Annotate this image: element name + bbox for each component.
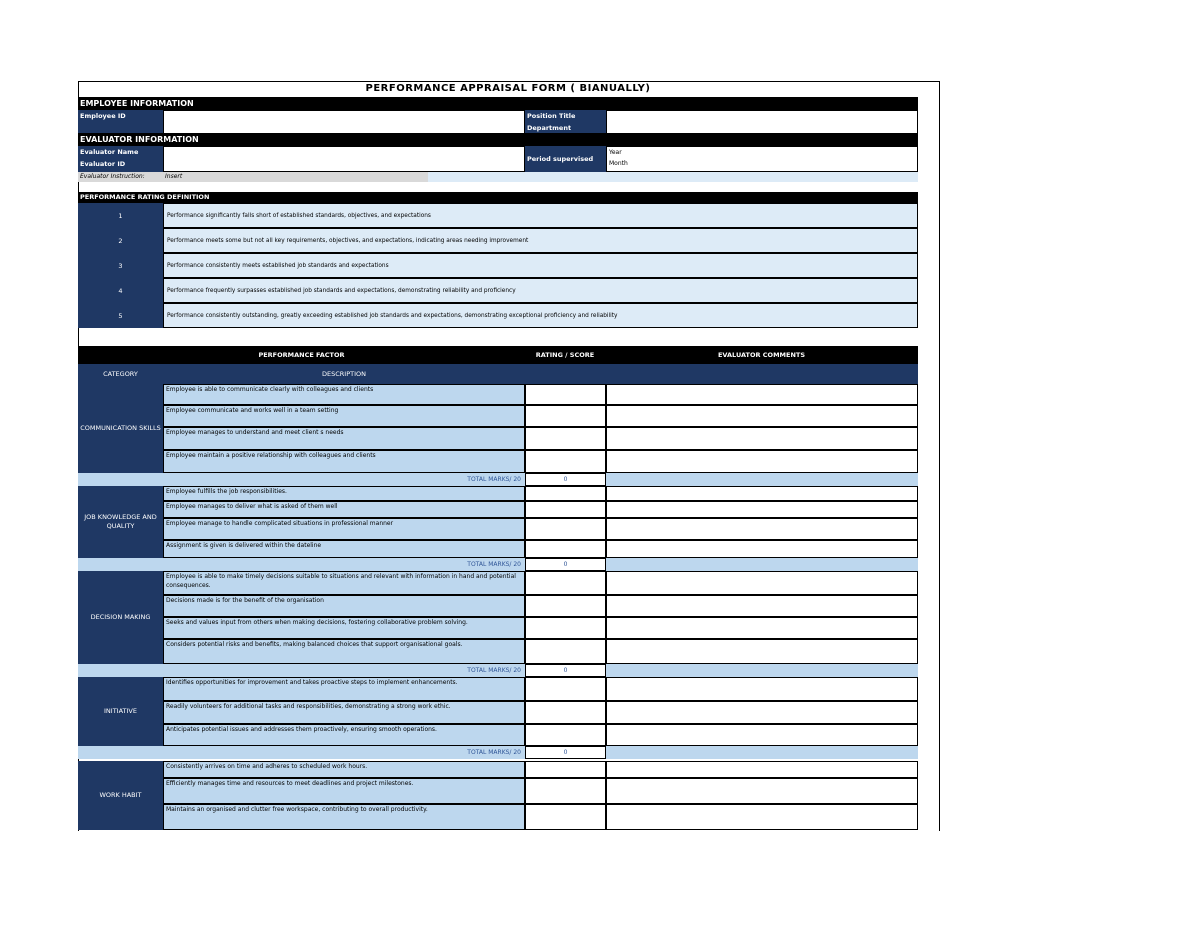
rating-score-cell[interactable] xyxy=(525,518,606,540)
rating-score-cell[interactable] xyxy=(525,450,606,473)
rating-score-cell[interactable] xyxy=(525,405,606,427)
position-department-field[interactable] xyxy=(606,110,918,134)
evaluator-name-label: Evaluator Name xyxy=(80,148,139,156)
factor-description: Anticipates potential issues and addresses them proactively, ensuring smooth operations. xyxy=(163,724,525,746)
rating-score-cell[interactable] xyxy=(525,804,606,830)
factor-description: Considers potential risks and benefits, making balanced choices that support organisational goals. xyxy=(163,639,525,664)
month-label: Month xyxy=(609,160,628,167)
evaluator-comment-cell[interactable] xyxy=(606,617,918,639)
rating-score-cell[interactable] xyxy=(525,677,606,701)
rating-score-cell[interactable] xyxy=(525,724,606,746)
rating-number: 1 xyxy=(78,203,163,228)
category-label: INITIATIVE xyxy=(78,677,163,746)
form-title: PERFORMANCE APPRAISAL FORM ( BIANUALLY) xyxy=(365,83,651,94)
category-header-label: CATEGORY xyxy=(103,370,138,378)
evaluator-comment-cell[interactable] xyxy=(606,450,918,473)
evaluator-comment-cell[interactable] xyxy=(606,501,918,518)
rating-definition-text: Performance frequently surpasses established job standards and expectations, demonstrating reliability and proficiency xyxy=(163,278,918,303)
rating-score-cell[interactable] xyxy=(525,778,606,804)
factor-description: Employee manage to handle complicated situations in professional manner xyxy=(163,518,525,540)
factor-description: Employee is able to make timely decisions suitable to situations and relevant with information in hand and potential consequences. xyxy=(163,571,525,595)
category-column-header xyxy=(78,364,163,384)
factor-description: Employee maintain a positive relationship with colleagues and clients xyxy=(163,450,525,473)
total-row-fill xyxy=(606,664,918,677)
evaluator-comments-header: EVALUATOR COMMENTS xyxy=(717,350,806,359)
position-department-label-box xyxy=(525,110,606,134)
factor-description: Maintains an organised and clutter free workspace, contributing to overall productivity. xyxy=(163,804,525,830)
category-label: JOB KNOWLEDGE AND QUALITY xyxy=(78,486,163,558)
rating-score-cell[interactable] xyxy=(525,486,606,501)
evaluator-comment-cell[interactable] xyxy=(606,701,918,724)
comments-column-header xyxy=(606,364,918,384)
factor-description: Employee fulfills the job responsibilities. xyxy=(163,486,525,501)
category-label: COMMUNICATION SKILLS xyxy=(78,384,163,473)
year-label: Year xyxy=(609,149,622,156)
factor-description: Efficiently manages time and resources to meet deadlines and project milestones. xyxy=(163,778,525,804)
total-marks-value: 0 xyxy=(525,473,606,486)
total-row-fill xyxy=(606,746,918,759)
rating-definition-text: Performance consistently outstanding, greatly exceeding established job standards and expectations, demonstrating exceptional proficiency and reliability xyxy=(163,303,918,328)
position-title-label: Position Title xyxy=(527,112,576,120)
evaluator-comment-cell[interactable] xyxy=(606,405,918,427)
total-marks-label: TOTAL MARKS/ 20 xyxy=(78,558,525,571)
evaluator-comment-cell[interactable] xyxy=(606,571,918,595)
evaluator-comment-cell[interactable] xyxy=(606,486,918,501)
factor-header-bar xyxy=(78,346,918,364)
evaluator-comment-cell[interactable] xyxy=(606,778,918,804)
factor-description: Identifies opportunities for improvement and takes proactive steps to implement enhancements. xyxy=(163,677,525,701)
total-row-fill xyxy=(606,558,918,571)
evaluator-comment-cell[interactable] xyxy=(606,384,918,405)
rating-number: 2 xyxy=(78,228,163,253)
factor-description: Readily volunteers for additional tasks and responsibilities, demonstrating a strong work ethic. xyxy=(163,701,525,724)
instruction-fill xyxy=(428,172,918,182)
evaluator-instruction-label: Evaluator Instruction: xyxy=(78,172,163,182)
total-row-fill xyxy=(606,473,918,486)
rating-score-header: RATING / SCORE xyxy=(535,350,595,359)
evaluator-info-header: EVALUATOR INFORMATION xyxy=(78,133,918,146)
rating-score-cell[interactable] xyxy=(525,427,606,450)
employee-id-field[interactable] xyxy=(163,110,525,134)
description-column-header xyxy=(163,364,525,384)
evaluator-comment-cell[interactable] xyxy=(606,518,918,540)
factor-description: Employee is able to communicate clearly with colleagues and clients xyxy=(163,384,525,405)
evaluator-comment-cell[interactable] xyxy=(606,724,918,746)
evaluator-instruction-field[interactable]: Insert xyxy=(163,172,428,182)
rating-score-cell[interactable] xyxy=(525,384,606,405)
rating-definition-text: Performance meets some but not all key requirements, objectives, and expectations, indicating areas needing improvement xyxy=(163,228,918,253)
evaluator-comment-cell[interactable] xyxy=(606,677,918,701)
category-label: DECISION MAKING xyxy=(78,571,163,664)
evaluator-name-field[interactable] xyxy=(163,146,525,172)
rating-number: 3 xyxy=(78,253,163,278)
rating-score-cell[interactable] xyxy=(525,595,606,617)
evaluator-label-box xyxy=(78,146,163,172)
rating-definition-header: PERFORMANCE RATING DEFINITION xyxy=(78,192,918,203)
factor-description: Consistently arrives on time and adheres to scheduled work hours. xyxy=(163,761,525,778)
rating-score-cell[interactable] xyxy=(525,617,606,639)
evaluator-comment-cell[interactable] xyxy=(606,804,918,830)
factor-description: Employee manages to deliver what is asked of them well xyxy=(163,501,525,518)
rating-score-cell[interactable] xyxy=(525,701,606,724)
total-marks-label: TOTAL MARKS/ 20 xyxy=(78,664,525,677)
evaluator-comment-cell[interactable] xyxy=(606,595,918,617)
total-marks-value: 0 xyxy=(525,664,606,677)
employee-id-label: Employee ID xyxy=(78,110,163,134)
category-label: WORK HABIT xyxy=(78,761,163,830)
evaluator-comment-cell[interactable] xyxy=(606,639,918,664)
rating-definition-text: Performance significantly falls short of established standards, objectives, and expectations xyxy=(163,203,918,228)
factor-description: Assignment is given is delivered within the dateline xyxy=(163,540,525,558)
rating-number: 4 xyxy=(78,278,163,303)
rating-score-cell[interactable] xyxy=(525,540,606,558)
total-marks-value: 0 xyxy=(525,558,606,571)
total-marks-label: TOTAL MARKS/ 20 xyxy=(78,746,525,759)
factor-description: Decisions made is for the benefit of the organisation xyxy=(163,595,525,617)
rating-number: 5 xyxy=(78,303,163,328)
evaluator-comment-cell[interactable] xyxy=(606,540,918,558)
evaluator-comment-cell[interactable] xyxy=(606,427,918,450)
description-header-label: DESCRIPTION xyxy=(322,370,366,378)
evaluator-id-label: Evaluator ID xyxy=(80,160,126,168)
rating-score-cell[interactable] xyxy=(525,639,606,664)
rating-column-header xyxy=(525,364,606,384)
factor-description: Employee communicate and works well in a team setting xyxy=(163,405,525,427)
employee-info-header: EMPLOYEE INFORMATION xyxy=(78,97,918,110)
factor-description: Seeks and values input from others when making decisions, fostering collaborative problem solving. xyxy=(163,617,525,639)
period-field[interactable] xyxy=(606,146,918,172)
evaluator-comment-cell[interactable] xyxy=(606,761,918,778)
department-label: Department xyxy=(527,124,572,132)
rating-score-cell[interactable] xyxy=(525,501,606,518)
rating-definition-text: Performance consistently meets established job standards and expectations xyxy=(163,253,918,278)
total-marks-value: 0 xyxy=(525,746,606,759)
period-supervised-label: Period supervised xyxy=(525,146,606,172)
factor-description: Employee manages to understand and meet client s needs xyxy=(163,427,525,450)
rating-score-cell[interactable] xyxy=(525,571,606,595)
rating-score-cell[interactable] xyxy=(525,761,606,778)
performance-factor-header: PERFORMANCE FACTOR xyxy=(258,350,345,359)
total-marks-label: TOTAL MARKS/ 20 xyxy=(78,473,525,486)
